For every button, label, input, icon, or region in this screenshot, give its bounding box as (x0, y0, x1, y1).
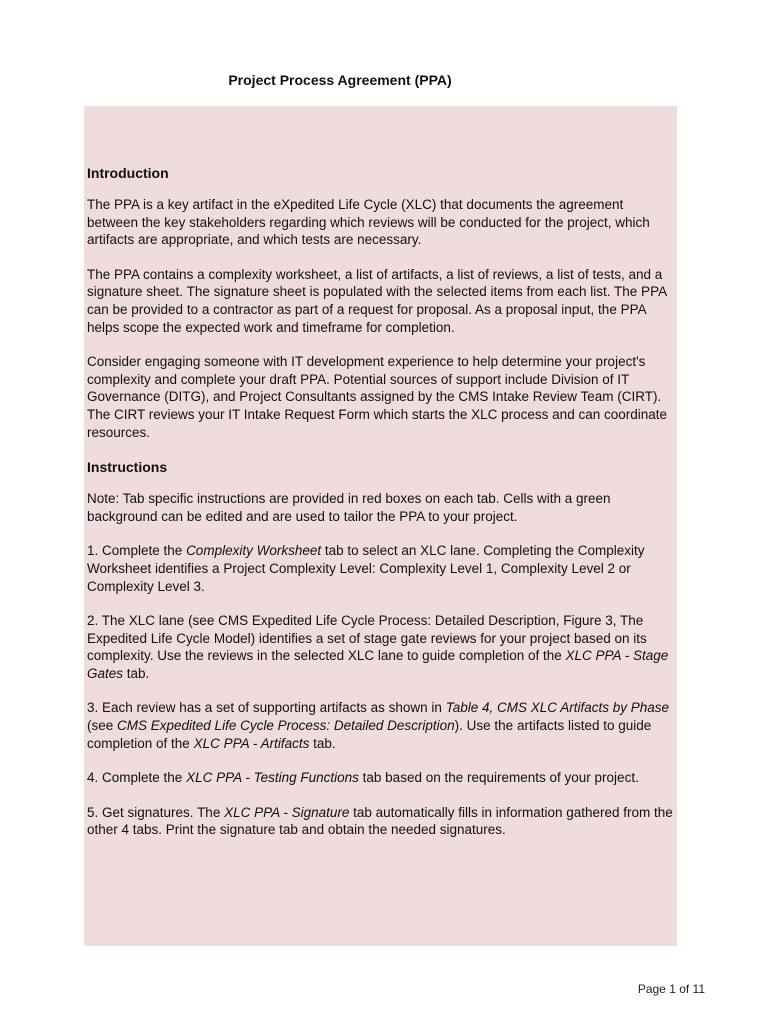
instructions-heading: Instructions (87, 459, 168, 476)
step-3: 3. Each review has a set of supporting artifacts as shown in Table 4, CMS XLC Artifacts by Phase (see CMS Expedited Life Cycle Process: Detailed Description). Use the artifacts listed to guide completion of the XLC PPA - Artifacts tab. (87, 700, 670, 751)
page-number: Page 1 of 11 (637, 982, 705, 996)
intro-paragraph-1: The PPA is a key artifact in the eXpedited Life Cycle (XLC) that documents the agreement between the key stakeholders regarding which reviews will be conducted for the project, which artifacts are appropriate, and which tests are necessary. (87, 197, 650, 248)
step-5: 5. Get signatures. The XLC PPA - Signature tab automatically fills in information gathered from the other 4 tabs. Print the signature tab and obtain the needed signatures. (87, 804, 673, 838)
intro-paragraph-3: Consider engaging someone with IT development experience to help determine your project's complexity and complete your draft PPA. Potential sources of support include Division of IT Governance (DITG), and Project Consultants assigned by the CMS Intake Review Team (CIRT). The CIRT reviews your IT Intake Request Form which starts the XLC process and can coordinate resources. (87, 354, 668, 440)
instructions-note: Note: Tab specific instructions are provided in red boxes on each tab. Cells with a green background can be edited and are used to tailor the PPA to your project. (87, 491, 611, 524)
intro-paragraph-2: The PPA contains a complexity worksheet, a list of artifacts, a list of reviews, a list of tests, and a signature sheet. The signature sheet is populated with the selected items from each list. The PPA can be provided to a contractor as part of a request for proposal. As a proposal input, the PPA helps scope the expected work and timeframe for completion. (87, 266, 667, 335)
step-2: 2. The XLC lane (see CMS Expedited Life Cycle Process: Detailed Description, Figure 3, The Expedited Life Cycle Model) identifies a set of stage gate reviews for your project based on its complexity. Use the reviews in the selected XLC lane to guide completion of the XLC PPA - Stage Gates tab. (87, 613, 669, 681)
page-title: Project Process Agreement (PPA) (228, 72, 452, 88)
introduction-heading: Introduction (87, 165, 169, 181)
step-4: 4. Complete the XLC PPA - Testing Functions tab based on the requirements of your project. (87, 770, 639, 786)
step-1: 1. Complete the Complexity Worksheet tab to select an XLC lane. Completing the Complexity Worksheet identifies a Project Complexity Level: Complexity Level 1, Complexity Level 2 or Complexity Level 3. (87, 543, 645, 594)
instructions-panel (84, 106, 677, 946)
